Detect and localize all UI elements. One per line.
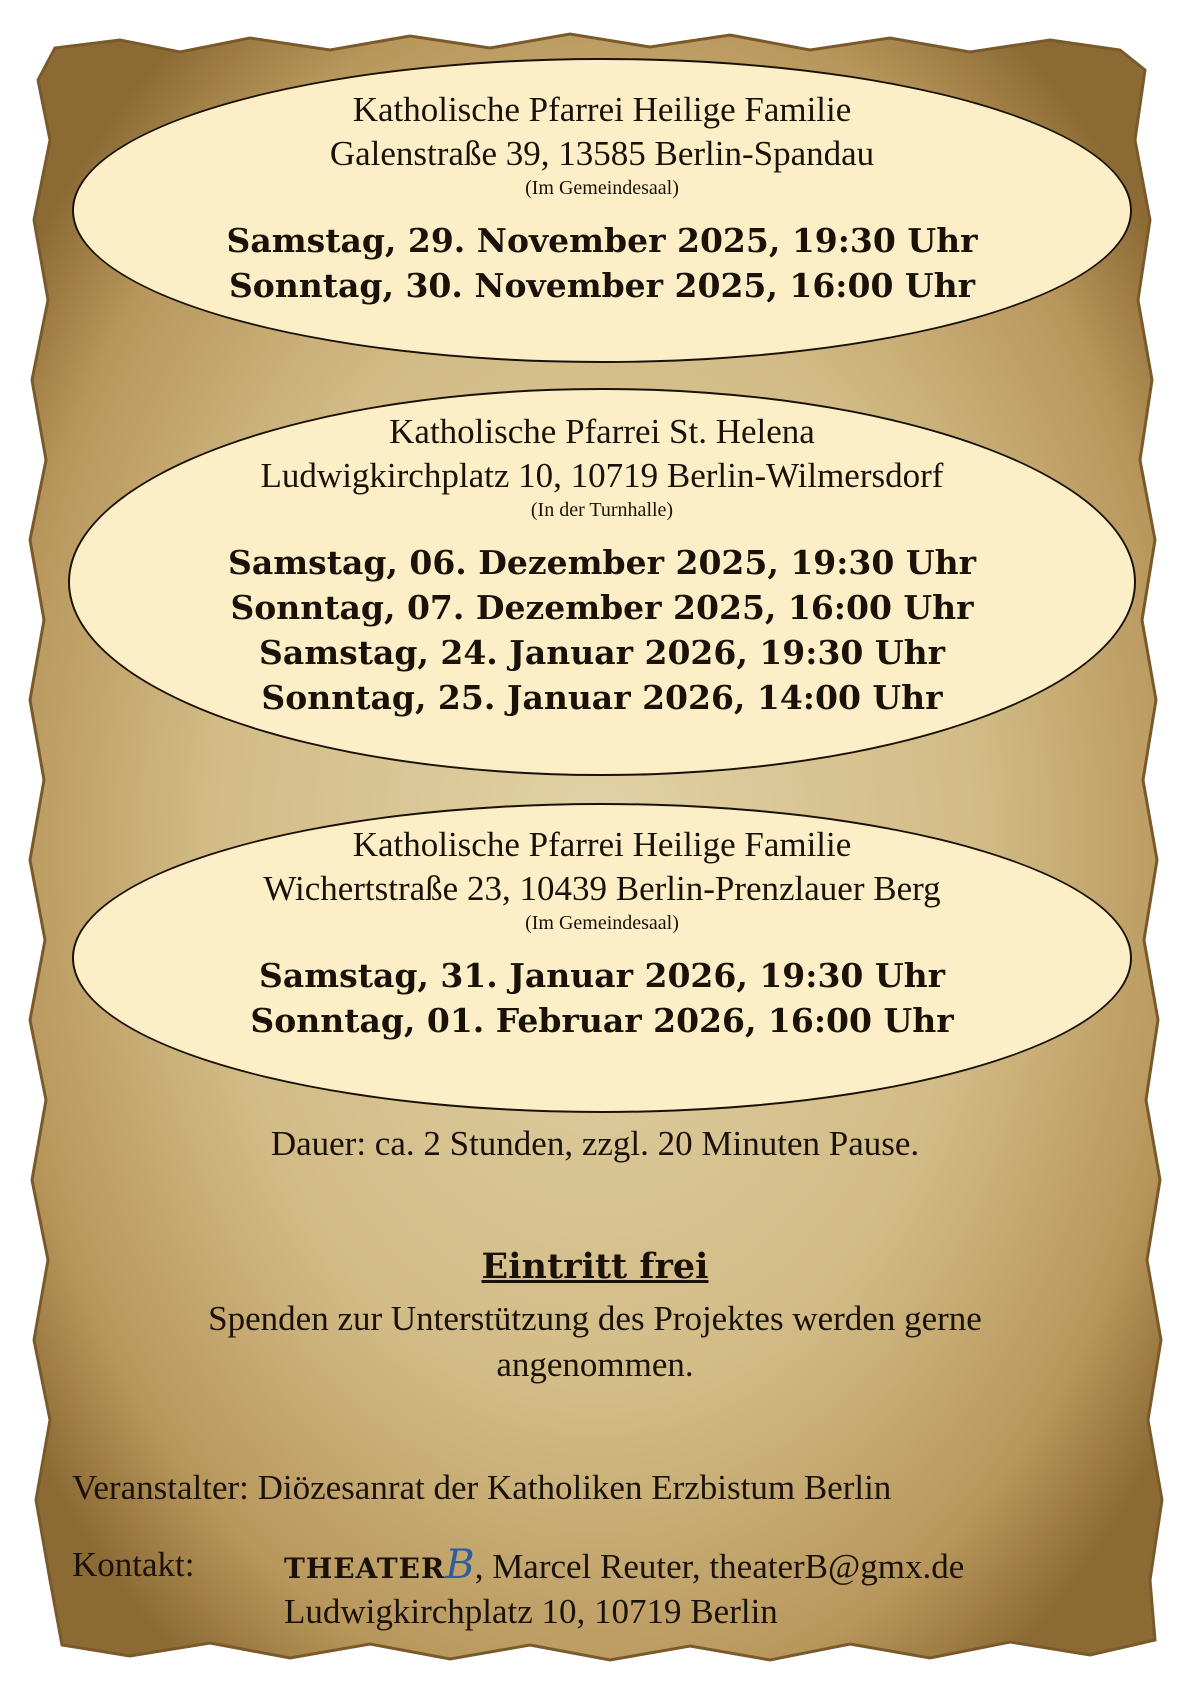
organizer-text: Veranstalter: Diözesanrat der Katholiken Erzbistum Berlin	[72, 1468, 892, 1507]
venue-note: (Im Gemeindesaal)	[525, 177, 679, 199]
venue-name: Katholische Pfarrei Heilige Familie	[352, 90, 852, 129]
venue-note: (Im Gemeindesaal)	[525, 912, 679, 934]
duration-text: Dauer: ca. 2 Stunden, zzgl. 20 Minuten Pause.	[270, 1124, 920, 1163]
performance-date: Sonntag, 25. Januar 2026, 14:00 Uhr	[261, 678, 943, 717]
contact-address: Ludwigkirchplatz 10, 10719 Berlin	[284, 1592, 778, 1631]
performance-date: Samstag, 06. Dezember 2025, 19:30 Uhr	[228, 543, 976, 582]
venue-name: Katholische Pfarrei St. Helena	[389, 412, 815, 451]
venue-address: Wichertstraße 23, 10439 Berlin-Prenzlauer Berg	[263, 869, 941, 908]
performance-date: Samstag, 24. Januar 2026, 19:30 Uhr	[258, 633, 946, 672]
entry-heading	[0, 1245, 1190, 1289]
performance-date: Samstag, 29. November 2025, 19:30 Uhr	[226, 221, 978, 260]
contact-line	[284, 1543, 964, 1591]
performance-date: Samstag, 31. Januar 2026, 19:30 Uhr	[258, 956, 946, 995]
venue-name: Katholische Pfarrei Heilige Familie	[352, 825, 852, 864]
contact-details: , Marcel Reuter, theaterB@gmx.de	[474, 1547, 965, 1586]
venue-address: Galenstraße 39, 13585 Berlin-Spandau	[329, 134, 875, 173]
contact-label: Kontakt:	[72, 1545, 195, 1584]
donation-text-line-2: angenommen.	[496, 1345, 694, 1384]
performance-date: Sonntag, 01. Februar 2026, 16:00 Uhr	[250, 1001, 954, 1040]
theater-b-logo-text: THEATER	[284, 1552, 446, 1585]
theater-b-logo-letter: B	[445, 1542, 475, 1588]
venue-oval-spandau	[72, 58, 1132, 363]
performance-date: Sonntag, 30. November 2025, 16:00 Uhr	[228, 266, 976, 305]
performance-date: Sonntag, 07. Dezember 2025, 16:00 Uhr	[230, 588, 974, 627]
venue-oval-wilmersdorf	[68, 388, 1136, 776]
venue-address: Ludwigkirchplatz 10, 10719 Berlin-Wilmersdorf	[260, 456, 944, 495]
venue-oval-prenzlauer-berg	[72, 803, 1132, 1113]
donation-text-line-1: Spenden zur Unterstützung des Projektes werden gerne	[208, 1299, 982, 1338]
entry-free-label: Eintritt frei	[481, 1246, 709, 1287]
venue-note: (In der Turnhalle)	[530, 499, 674, 521]
